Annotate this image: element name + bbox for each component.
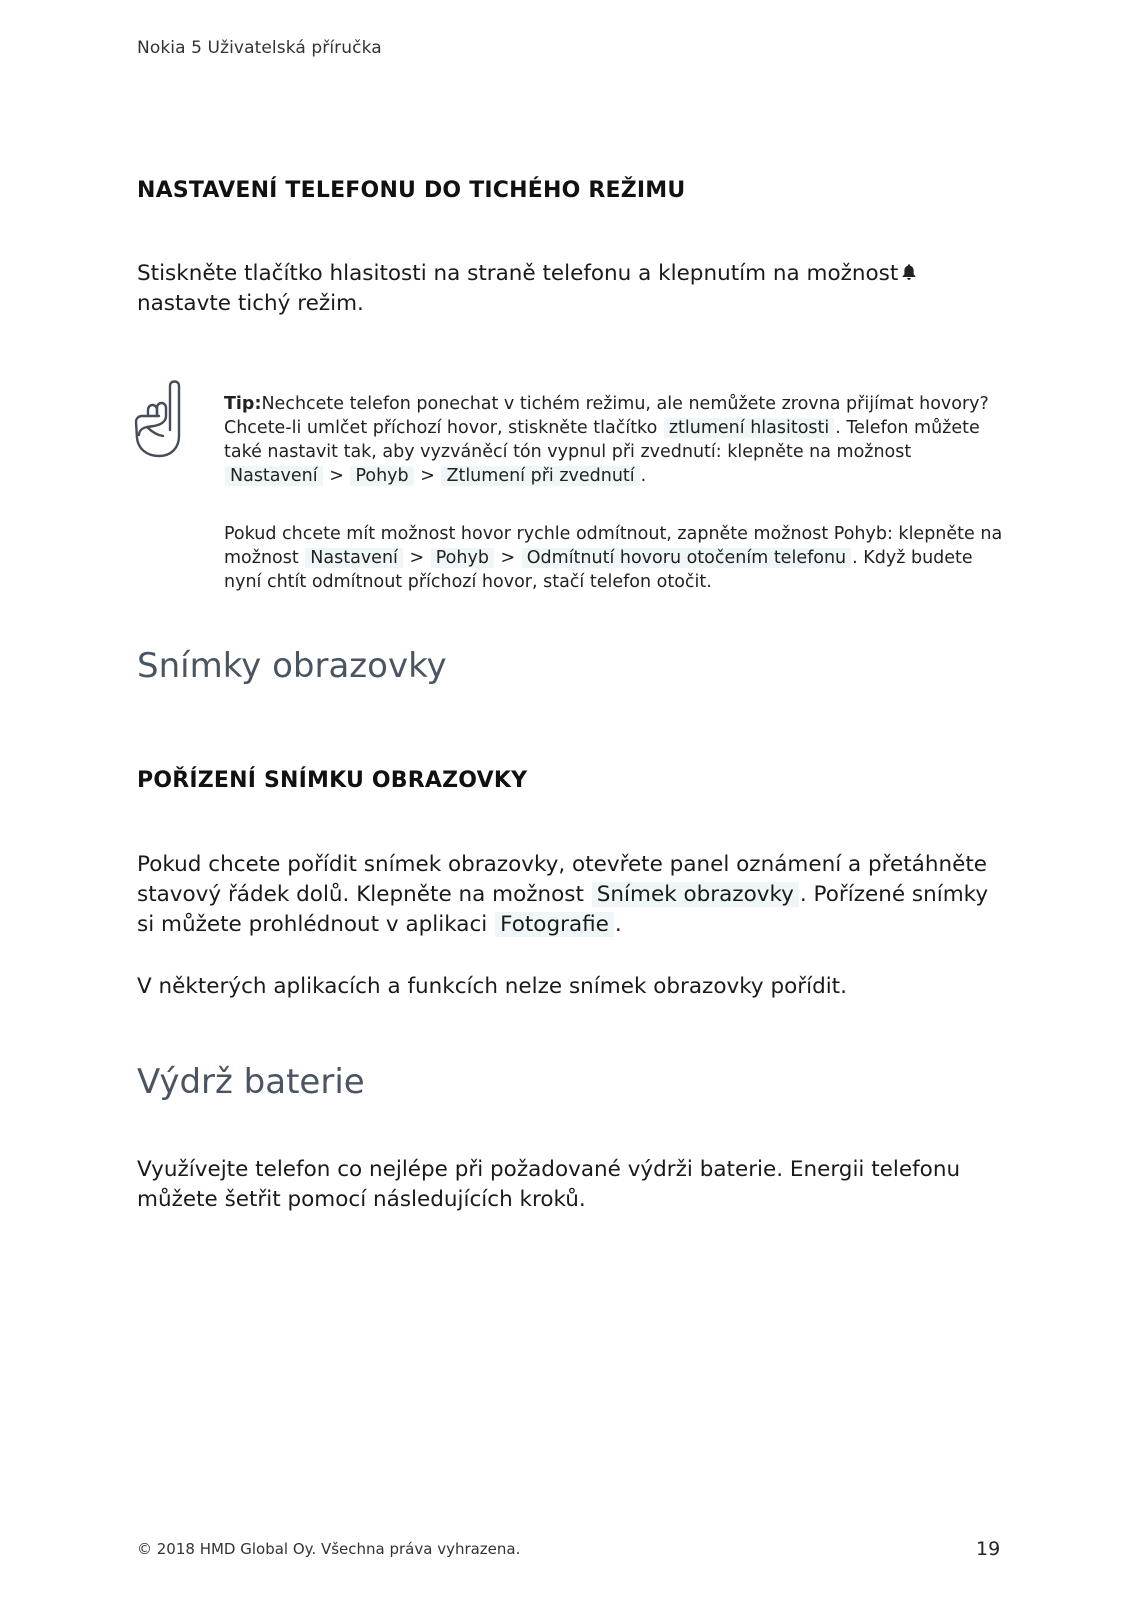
- tip-text: . Když budete nyní chtít odmítnout příchozí hovor, stačí telefon otočit.: [224, 548, 973, 592]
- screenshot-paragraph-1: [137, 850, 1007, 940]
- ui-term-settings: Nastavení: [225, 466, 323, 486]
- screenshot-heading: POŘÍZENÍ SNÍMKU OBRAZOVKY: [137, 768, 528, 793]
- body-text: .: [614, 912, 622, 937]
- tip-text: Pokud chcete mít možnost hovor rychle odmítnout, zapněte možnost Pohyb: klepněte na možnost: [224, 524, 1003, 568]
- battery-paragraph: Využívejte telefon co nejlépe při požadované výdrži baterie. Energii telefonu můžete šetřit pomocí následujících kroků.: [137, 1157, 961, 1212]
- ui-term-settings: Nastavení: [305, 548, 403, 568]
- tip-text: Nechcete telefon ponechat v tichém režimu, ale nemůžete zrovna přijímat hovory? Chcete-li umlčet příchozí hovor, stiskněte tlačítko: [224, 394, 989, 438]
- ui-term-motion: Pohyb: [431, 548, 494, 568]
- body-text: Pokud chcete pořídit snímek obrazovky, otevřete panel oznámení a přetáhněte stavový řádek dolů. Klepněte na možnost: [137, 852, 987, 907]
- tip-text: .: [640, 466, 647, 486]
- path-separator: >: [329, 466, 344, 486]
- path-separator: >: [420, 466, 435, 486]
- ui-term-screenshot: Snímek obrazovky: [592, 882, 799, 907]
- silent-mode-text-b: nastavte tichý režim.: [137, 291, 364, 316]
- path-separator: >: [500, 548, 516, 568]
- screenshot-paragraph-2: V některých aplikacích a funkcích nelze snímek obrazovky pořídit.: [137, 974, 847, 999]
- ui-term-photos: Fotografie: [495, 912, 614, 937]
- tip-paragraph-1: [224, 392, 1004, 488]
- ui-term-mute-on-pickup: Ztlumení při zvednutí: [441, 466, 639, 486]
- bell-icon: [901, 263, 917, 281]
- copyright-footer: © 2018 HMD Global Oy. Všechna práva vyhrazena.: [137, 1540, 521, 1558]
- pointing-hand-icon: [133, 380, 187, 460]
- silent-mode-heading: NASTAVENÍ TELEFONU DO TICHÉHO REŽIMU: [137, 178, 686, 203]
- ui-term-motion: Pohyb: [350, 466, 413, 486]
- chapter-title-battery: Výdrž baterie: [137, 1062, 365, 1102]
- page-number: 19: [976, 1538, 1001, 1560]
- tip-label: Tip:: [224, 394, 262, 414]
- body-text: . Pořízené snímky si můžete prohlédnout v aplikaci: [137, 882, 989, 937]
- ui-term-volume-mute: ztlumení hlasitosti: [664, 418, 834, 438]
- silent-mode-paragraph: [137, 259, 1007, 319]
- chapter-title-screenshots: Snímky obrazovky: [137, 646, 447, 686]
- tip-paragraph-2: [224, 522, 1004, 594]
- ui-term-flip-to-reject: Odmítnutí hovoru otočením telefonu: [522, 548, 851, 568]
- path-separator: >: [409, 548, 425, 568]
- tip-text: . Telefon můžete také nastavit tak, aby vyzváněcí tón vypnul při zvednutí: klepněte na možnost: [224, 418, 980, 462]
- silent-mode-text-a: Stiskněte tlačítko hlasitosti na straně telefonu a klepnutím na možnost: [137, 261, 899, 286]
- page-header: Nokia 5 Uživatelská příručka: [137, 38, 382, 58]
